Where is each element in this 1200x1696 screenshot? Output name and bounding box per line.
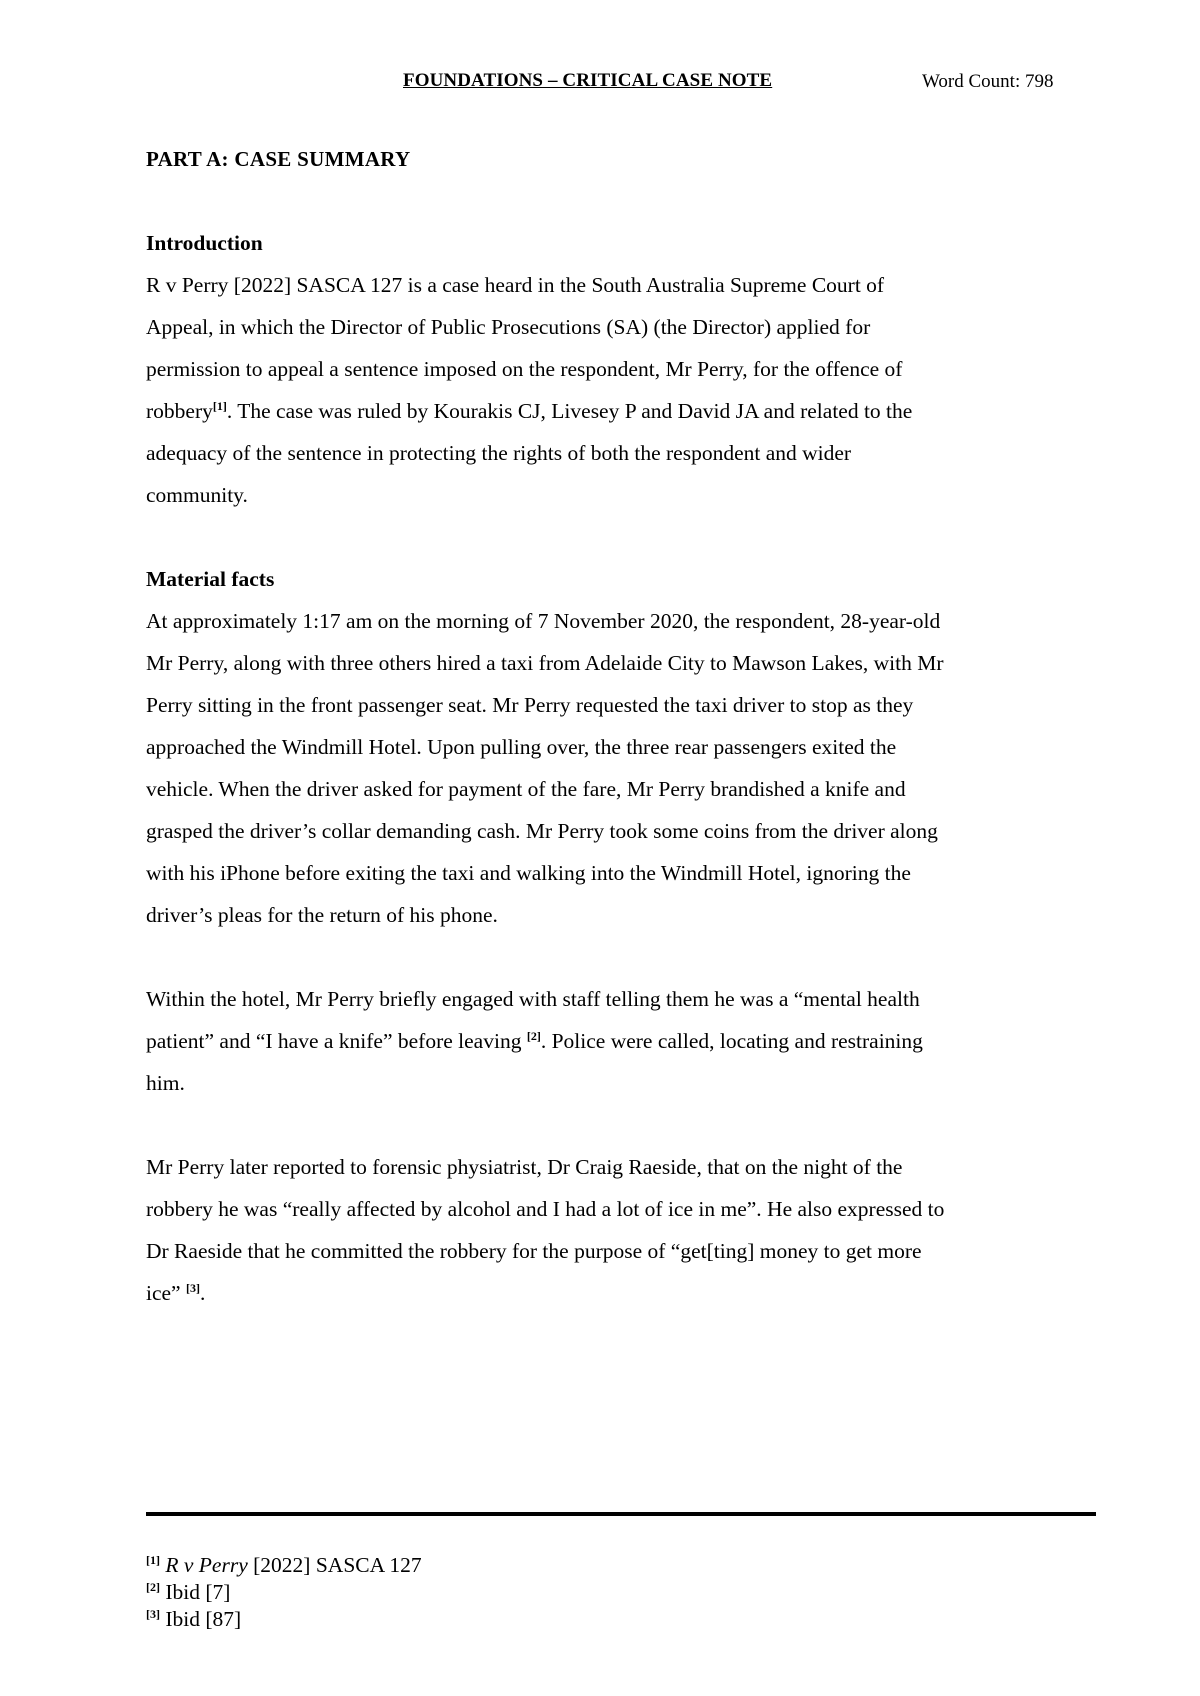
footnote-marker: [1] bbox=[146, 1553, 160, 1567]
footnote-text: Ibid [7] bbox=[160, 1580, 231, 1604]
footnote-ref-1: [1] bbox=[212, 399, 227, 413]
text-line: Mr Perry later reported to forensic physiatrist, Dr Craig Raeside, that on the night of the bbox=[146, 1155, 903, 1179]
text-line: approached the Windmill Hotel. Upon pulling over, the three rear passengers exited the bbox=[146, 735, 897, 759]
text-fragment: . The case was ruled by Kourakis CJ, Livesey P and David JA and related to the bbox=[226, 399, 913, 423]
document-body bbox=[146, 138, 1066, 1314]
document-title: FOUNDATIONS – CRITICAL CASE NOTE bbox=[403, 70, 773, 91]
text-line: adequacy of the sentence in protecting the rights of both the respondent and wider bbox=[146, 441, 852, 465]
footnote-marker: [2] bbox=[146, 1580, 160, 1594]
part-heading: PART A: CASE SUMMARY bbox=[146, 147, 411, 171]
text-line: permission to appeal a sentence imposed on the respondent, Mr Perry, for the offence of bbox=[146, 357, 903, 381]
word-count: Word Count: 798 bbox=[922, 71, 1054, 92]
material-facts-paragraph-3 bbox=[146, 1146, 1066, 1314]
introduction-heading: Introduction bbox=[146, 231, 263, 255]
material-facts-paragraph-2 bbox=[146, 978, 1066, 1104]
text-line: community. bbox=[146, 483, 248, 507]
material-facts-paragraph-1 bbox=[146, 600, 1066, 936]
material-facts-heading: Material facts bbox=[146, 567, 275, 591]
text-line-with-footnote bbox=[146, 1020, 1066, 1062]
footnotes bbox=[146, 1552, 422, 1633]
text-line: driver’s pleas for the return of his phone. bbox=[146, 903, 498, 927]
text-line: Perry sitting in the front passenger seat. Mr Perry requested the taxi driver to stop as they bbox=[146, 693, 914, 717]
text-line: vehicle. When the driver asked for payment of the fare, Mr Perry brandished a knife and bbox=[146, 777, 906, 801]
text-line: robbery he was “really affected by alcohol and I had a lot of ice in me”. He also expressed to bbox=[146, 1197, 945, 1221]
text-line: At approximately 1:17 am on the morning of 7 November 2020, the respondent, 28-year-old bbox=[146, 609, 941, 633]
text-line: him. bbox=[146, 1071, 185, 1095]
footnote-2 bbox=[146, 1579, 422, 1606]
footnote-1 bbox=[146, 1552, 422, 1579]
footnote-marker: [3] bbox=[146, 1607, 160, 1621]
introduction-paragraph bbox=[146, 264, 1066, 516]
text-fragment: robbery bbox=[146, 399, 213, 423]
text-fragment: patient” and “I have a knife” before leaving bbox=[146, 1029, 527, 1053]
footnote-3 bbox=[146, 1606, 422, 1633]
text-fragment: . bbox=[199, 1281, 206, 1305]
footnote-separator bbox=[146, 1512, 1096, 1516]
footnote-text: Ibid [87] bbox=[160, 1607, 242, 1631]
text-line: Mr Perry, along with three others hired a taxi from Adelaide City to Mawson Lakes, with Mr bbox=[146, 651, 944, 675]
text-line: Dr Raeside that he committed the robbery for the purpose of “get[ting] money to get more bbox=[146, 1239, 922, 1263]
text-line: grasped the driver’s collar demanding cash. Mr Perry took some coins from the driver along bbox=[146, 819, 938, 843]
text-fragment: ice” bbox=[146, 1281, 186, 1305]
footnote-ref-2: [2] bbox=[526, 1029, 541, 1043]
text-line: with his iPhone before exiting the taxi and walking into the Windmill Hotel, ignoring the bbox=[146, 861, 911, 885]
text-line: Appeal, in which the Director of Public Prosecutions (SA) (the Director) applied for bbox=[146, 315, 871, 339]
footnote-text: [2022] SASCA 127 bbox=[247, 1553, 422, 1577]
text-line-with-footnote bbox=[146, 390, 1066, 432]
text-line: Within the hotel, Mr Perry briefly engaged with staff telling them he was a “mental health bbox=[146, 987, 920, 1011]
text-line-with-footnote bbox=[146, 1272, 1066, 1314]
footnote-case-name: R v Perry bbox=[165, 1553, 248, 1577]
text-line: R v Perry [2022] SASCA 127 is a case heard in the South Australia Supreme Court of bbox=[146, 273, 885, 297]
text-fragment: . Police were called, locating and restraining bbox=[540, 1029, 923, 1053]
footnote-ref-3: [3] bbox=[185, 1281, 200, 1295]
